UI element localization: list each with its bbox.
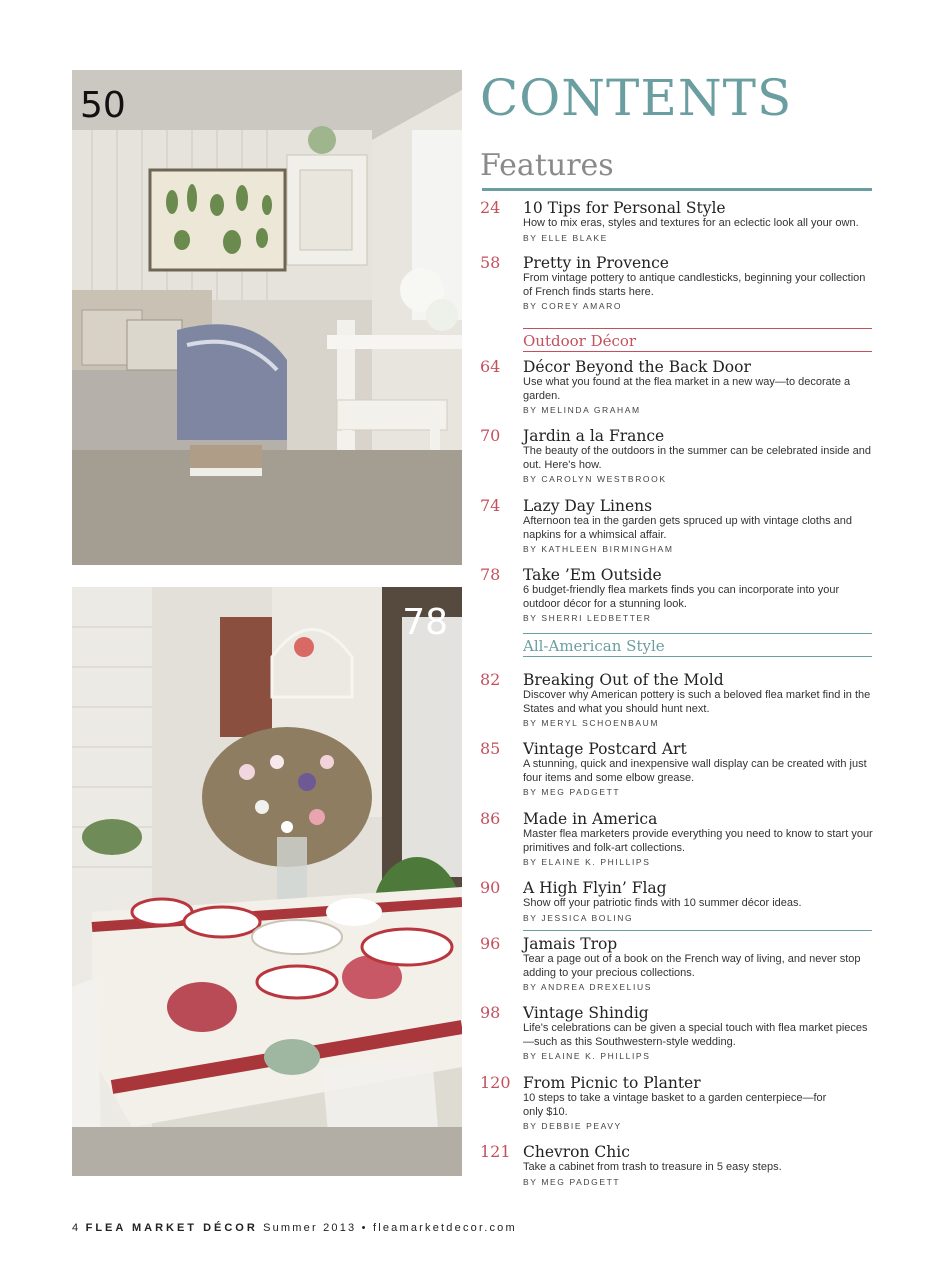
section-heading-all-american: All-American Style <box>523 633 872 657</box>
toc-page-number: 70 <box>480 426 501 445</box>
toc-description: How to mix eras, styles and textures for an eclectic look all your own. <box>523 217 859 229</box>
toc-byline: BY MELINDA GRAHAM <box>523 405 641 415</box>
toc-description: Life's celebrations can be given a special touch with flea market pieces—such as this Southwestern-style wedding. <box>523 1022 868 1048</box>
toc-description: The beauty of the outdoors in the summer can be celebrated inside and out. Here's how. <box>523 445 871 471</box>
toc-byline: BY JESSICA BOLING <box>523 912 634 923</box>
toc-title[interactable]: Vintage Shindig <box>523 1004 649 1022</box>
footer-magazine-name: FLEA MARKET DÉCOR <box>85 1222 258 1234</box>
toc-byline: BY MEG PADGETT <box>523 787 621 797</box>
cottage-room-photo <box>72 70 462 565</box>
toc-title[interactable]: Breaking Out of the Mold <box>523 671 724 689</box>
page-ref-bottom[interactable]: 78 <box>402 602 448 643</box>
toc-byline: BY ELAINE K. PHILLIPS <box>523 857 651 867</box>
patio-table-illustration <box>72 587 462 1176</box>
toc-page-number: 86 <box>480 809 501 828</box>
cottage-room-illustration <box>72 70 462 565</box>
page-ref-top[interactable]: 50 <box>80 85 126 126</box>
toc-page-number: 85 <box>480 739 501 758</box>
features-divider <box>482 188 872 191</box>
toc-page-number: 90 <box>480 878 501 897</box>
toc-page-number: 74 <box>480 496 501 515</box>
footer-website-link[interactable]: fleamarketdecor.com <box>372 1222 517 1234</box>
toc-byline: BY KATHLEEN BIRMINGHAM <box>523 544 674 554</box>
toc-byline: BY ANDREA DREXELIUS <box>523 982 652 992</box>
toc-description: 10 steps to take a vintage basket to a garden centerpiece—for only $10. <box>523 1092 827 1118</box>
features-heading: Features <box>480 148 614 183</box>
toc-title[interactable]: 10 Tips for Personal Style <box>523 199 726 217</box>
toc-title[interactable]: Vintage Postcard Art <box>523 740 687 758</box>
toc-byline: BY MERYL SCHOENBAUM <box>523 718 660 728</box>
toc-description: Tear a page out of a book on the French way of living, and never stop adding to your precious collections. <box>523 953 861 979</box>
toc-page-number: 82 <box>480 670 501 689</box>
section-heading-outdoor-decor: Outdoor Décor <box>523 328 872 352</box>
footer-issue: Summer 2013 <box>263 1222 357 1234</box>
toc-description: A stunning, quick and inexpensive wall display can be created with just four items and some elbow grease. <box>523 758 867 784</box>
toc-page-number: 121 <box>480 1142 511 1161</box>
toc-page-number: 78 <box>480 565 501 584</box>
section-divider <box>523 930 872 931</box>
footer-separator: • <box>361 1222 368 1234</box>
toc-title[interactable]: Jamais Trop <box>523 935 618 953</box>
toc-title[interactable]: Pretty in Provence <box>523 254 669 272</box>
toc-page-number: 24 <box>480 198 501 217</box>
toc-byline: BY ELAINE K. PHILLIPS <box>523 1051 651 1061</box>
toc-title[interactable]: A High Flyin’ Flag <box>523 879 667 897</box>
toc-title[interactable]: From Picnic to Planter <box>523 1074 701 1092</box>
toc-description: Take a cabinet from trash to treasure in 5 easy steps. <box>523 1161 782 1173</box>
page-title: CONTENTS <box>480 69 793 127</box>
toc-byline: BY CAROLYN WESTBROOK <box>523 474 667 484</box>
toc-page-number: 96 <box>480 934 501 953</box>
toc-byline: BY SHERRI LEDBETTER <box>523 613 652 623</box>
toc-page-number: 120 <box>480 1073 511 1092</box>
toc-description: From vintage pottery to antique candlesticks, beginning your collection of French finds starts here. <box>523 272 866 298</box>
toc-description: Use what you found at the flea market in a new way—to decorate a garden. <box>523 376 851 402</box>
toc-byline: BY MEG PADGETT <box>523 1176 621 1187</box>
footer-page-number: 4 <box>72 1222 81 1234</box>
toc-description: Discover why American pottery is such a beloved flea market find in the States and what you should hunt next. <box>523 689 871 715</box>
toc-title[interactable]: Chevron Chic <box>523 1143 630 1161</box>
toc-title[interactable]: Made in America <box>523 810 658 828</box>
toc-page-number: 58 <box>480 253 501 272</box>
toc-description: 6 budget-friendly flea markets finds you can incorporate into your outdoor décor for a stunning look. <box>523 584 840 610</box>
toc-byline: BY COREY AMARO <box>523 301 623 311</box>
toc-title[interactable]: Take ’Em Outside <box>523 566 662 584</box>
toc-page-number: 98 <box>480 1003 501 1022</box>
toc-title[interactable]: Décor Beyond the Back Door <box>523 358 751 376</box>
toc-title[interactable]: Jardin a la France <box>523 427 665 445</box>
page-footer <box>72 1222 517 1234</box>
toc-title[interactable]: Lazy Day Linens <box>523 497 653 515</box>
toc-description: Afternoon tea in the garden gets spruced up with vintage cloths and napkins for a whimsical affair. <box>523 515 852 541</box>
toc-description: Show off your patriotic finds with 10 summer décor ideas. <box>523 897 802 909</box>
toc-page-number: 64 <box>480 357 501 376</box>
toc-byline: BY DEBBIE PEAVY <box>523 1121 622 1131</box>
toc-description: Master flea marketers provide everything you need to know to start your primitives and folk-art collections. <box>523 828 873 854</box>
patio-table-photo <box>72 587 462 1176</box>
toc-byline: BY ELLE BLAKE <box>523 232 608 243</box>
